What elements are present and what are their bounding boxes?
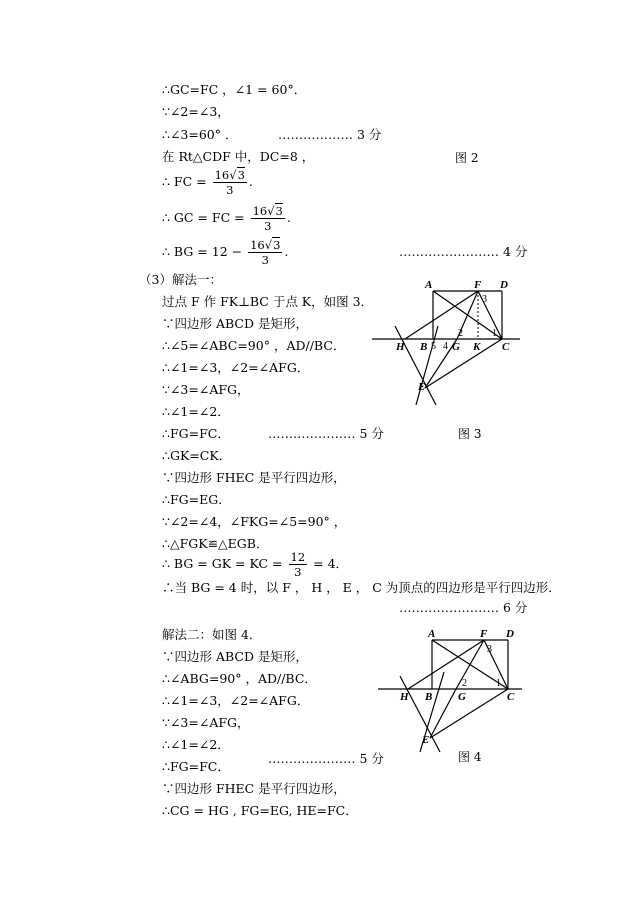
text-line: ∴∠3=60° ． <box>162 127 238 142</box>
num-text: 16 <box>252 204 268 218</box>
score-mark: …………………… 4 分 <box>399 244 528 259</box>
angle-3: 3 <box>487 644 492 655</box>
label-A: A <box>425 279 433 291</box>
angle-1: 1 <box>492 328 497 339</box>
label-H: H <box>396 341 405 353</box>
num-text: 16 <box>214 168 230 182</box>
label-B: B <box>425 691 433 703</box>
formula-suffix: = 4． <box>313 556 349 571</box>
text-line: ∴∠1=∠3，∠2=∠AFG． <box>162 693 310 708</box>
text-line: ∵∠2=∠3， <box>162 104 230 119</box>
text-line: ∵四边形 FHEC 是平行四边形， <box>162 781 346 796</box>
label-D: D <box>500 279 508 291</box>
text-line: ∴∠1=∠2． <box>162 404 230 419</box>
period: . <box>248 174 253 189</box>
score-mark: ………………… 5 分 <box>268 751 384 766</box>
formula-prefix: ∴ BG = 12 − <box>162 244 243 259</box>
score-mark: ………………… 5 分 <box>268 426 384 441</box>
label-K: K <box>473 341 481 353</box>
angle-4: 4 <box>443 341 448 352</box>
figure-caption: 图 4 <box>458 750 482 764</box>
fraction-denominator: 3 <box>294 565 302 579</box>
label-F: F <box>474 279 482 291</box>
text-line: ∴GK=CK． <box>162 448 232 463</box>
text-line: ∴当 BG = 4 时，以 F ， H ， E ， C 为顶点的四边形是平行四边形． <box>162 580 561 595</box>
sqrt-radicand: 3 <box>275 204 283 218</box>
label-B: B <box>420 341 428 353</box>
score-mark: …………………… 6 分 <box>399 600 528 615</box>
period: . <box>284 244 289 259</box>
text-line: 解法二：如图 4． <box>162 627 262 642</box>
figure-caption: 图 3 <box>458 427 482 441</box>
text-line: ∴△FGK≌△EGB． <box>162 536 269 551</box>
text-line: 过点 F 作 FK⊥BC 于点 K，如图 3． <box>162 294 374 309</box>
text-line: ∴∠5=∠ABC=90° ，AD//BC． <box>162 338 346 353</box>
text-line: ∴∠ABG=90° ，AD//BC． <box>162 671 317 686</box>
formula-prefix: ∴ BG = GK = KC = <box>162 556 283 571</box>
text-line: ∵四边形 FHEC 是平行四边形， <box>162 470 346 485</box>
label-C: C <box>502 341 510 353</box>
angle-1: 1 <box>496 678 501 689</box>
period: . <box>286 210 291 225</box>
label-H: H <box>400 691 409 703</box>
label-C: C <box>507 691 515 703</box>
label-A: A <box>428 628 436 640</box>
text-line: ∴FG=EG． <box>162 492 231 507</box>
text-line: （3）解法一： <box>139 272 222 287</box>
score-mark: ……………… 3 分 <box>278 127 382 142</box>
text-line: ∴FG=FC． <box>162 426 230 441</box>
label-D: D <box>506 628 514 640</box>
label-F: F <box>480 628 488 640</box>
sqrt-radicand: 3 <box>273 238 281 252</box>
figure-caption: 图 2 <box>455 151 479 165</box>
angle-5: 5 <box>431 341 436 352</box>
fraction-denominator: 3 <box>226 183 234 197</box>
text-line: ∵四边形 ABCD 是矩形， <box>162 316 308 331</box>
label-G: G <box>458 691 466 703</box>
text-line: ∴GC=FC ，∠1 = 60°． <box>162 82 307 97</box>
fraction-denominator: 3 <box>264 219 272 233</box>
num-text: 16 <box>250 238 265 252</box>
text-line: ∵∠3=∠AFG， <box>162 715 250 730</box>
angle-2: 2 <box>458 328 463 339</box>
text-line: ∴CG = HG , FG=EG, HE=FC． <box>162 803 358 818</box>
text-line: ∵∠2=∠4，∠FKG=∠5=90° ， <box>162 514 347 529</box>
label-E: E <box>418 381 426 393</box>
label-E: E <box>422 734 430 746</box>
fraction-numerator: 16√3 <box>252 204 283 218</box>
text-line: ∵四边形 ABCD 是矩形， <box>162 649 308 664</box>
label-G: G <box>452 341 460 353</box>
text-line: ∴FG=FC． <box>162 759 230 774</box>
fraction-numerator: 12 <box>290 550 306 564</box>
angle-3: 3 <box>482 294 487 305</box>
sqrt-radicand: 3 <box>237 168 245 182</box>
text-line: ∵∠3=∠AFG， <box>162 382 250 397</box>
formula-prefix: ∴ FC = <box>162 174 207 189</box>
fraction-denominator: 3 <box>261 253 269 267</box>
text-line: ∴∠1=∠3，∠2=∠AFG． <box>162 360 310 375</box>
fraction-numerator: 16√3 <box>214 168 245 182</box>
formula-prefix: ∴ GC = FC = <box>162 210 245 225</box>
text-line: ∴∠1=∠2． <box>162 737 230 752</box>
angle-2: 2 <box>462 678 467 689</box>
text-line: 在 Rt△CDF 中，DC=8 ， <box>162 149 315 164</box>
fraction-numerator: 16√3 <box>250 238 281 252</box>
